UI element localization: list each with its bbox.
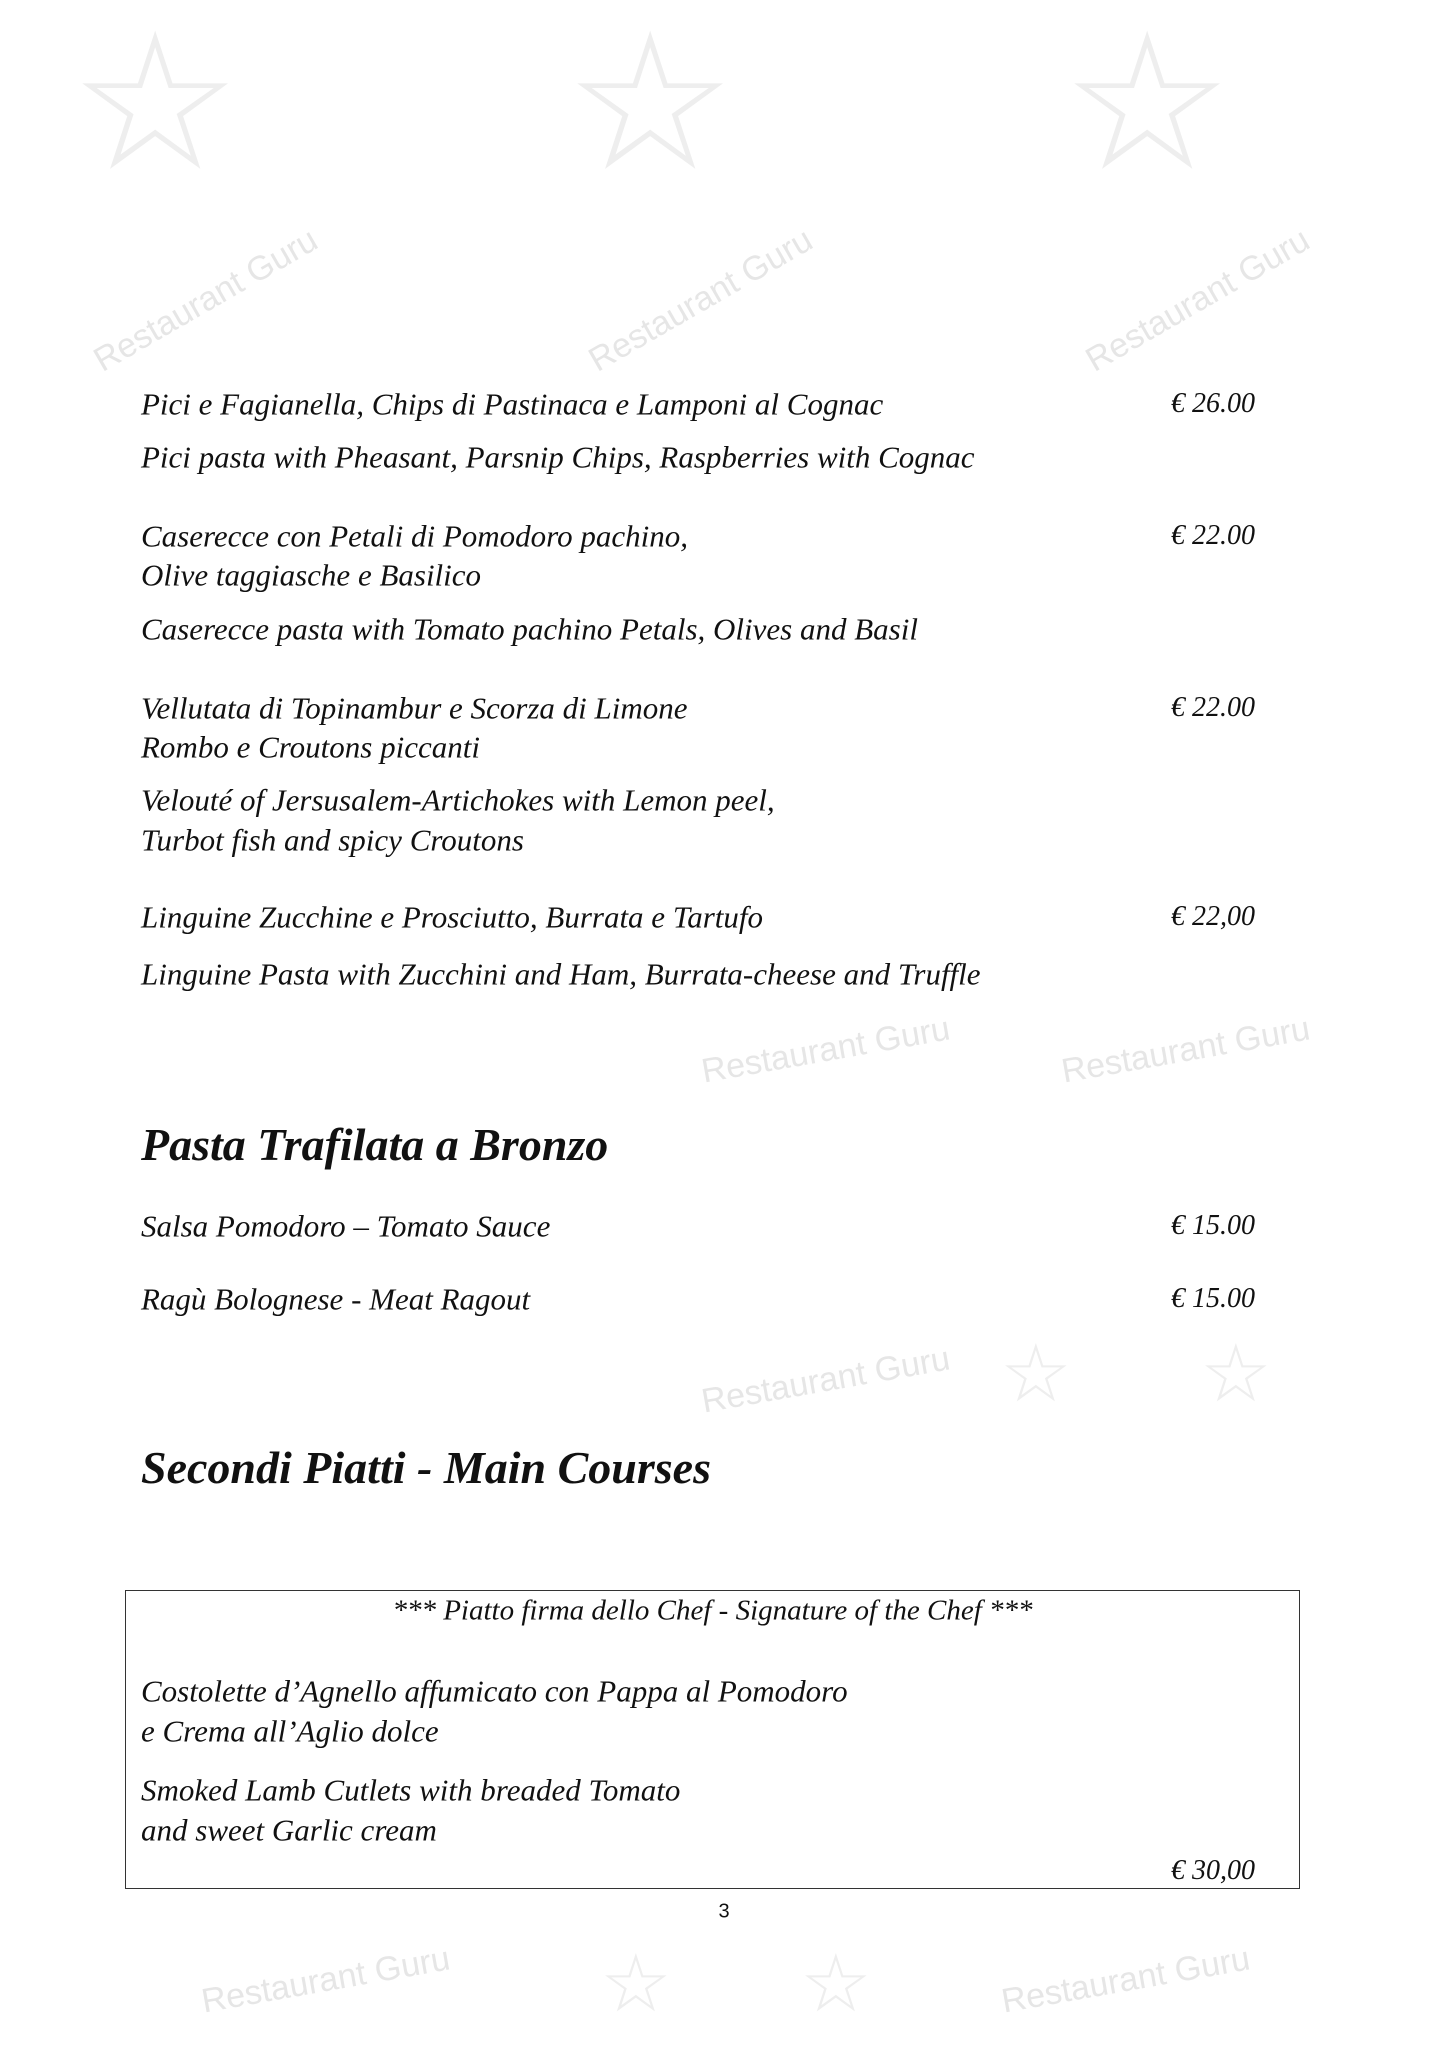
watermark-text: Restaurant Guru [582, 220, 820, 380]
watermark-text: Restaurant Guru [998, 1939, 1253, 2021]
watermark-star: ☆ [1000, 1331, 1072, 1419]
watermark-star: ☆ [1200, 1331, 1272, 1419]
menu-item-price: € 22,00 [1171, 901, 1255, 932]
menu-item-name: Vellutata di Topinambur e Scorza di Limone [141, 690, 688, 726]
menu-item-name: Salsa Pomodoro – Tomato Sauce [141, 1208, 551, 1244]
watermark-star: ☆ [1062, 0, 1233, 210]
watermark-text: Restaurant Guru [698, 1339, 953, 1421]
menu-item-name: Rombo e Croutons piccanti [141, 729, 480, 765]
menu-item-name: Linguine Zucchine e Prosciutto, Burrata e Tartufo [141, 899, 763, 935]
section-title-main-courses: Secondi Piatti - Main Courses [141, 1442, 711, 1493]
page-number: 3 [718, 1900, 730, 1923]
section-title-pasta: Pasta Trafilata a Bronzo [141, 1119, 609, 1170]
menu-item-translation: and sweet Garlic cream [141, 1812, 437, 1848]
menu-item-translation: Velouté of Jersusalem-Artichokes with Lemon peel, [141, 782, 775, 818]
menu-item-price: € 22.00 [1171, 520, 1255, 551]
menu-item-price: € 30,00 [1171, 1855, 1255, 1886]
menu-item-translation: Smoked Lamb Cutlets with breaded Tomato [141, 1772, 681, 1808]
menu-item-name: Pici e Fagianella, Chips di Pastinaca e Lamponi al Cognac [141, 386, 884, 422]
menu-item-translation: Turbot fish and spicy Croutons [141, 822, 524, 858]
signature-header: *** Piatto firma dello Chef - Signature of the Chef *** [392, 1594, 1033, 1627]
menu-item-name: e Crema all’Aglio dolce [141, 1713, 439, 1749]
menu-item-translation: Linguine Pasta with Zucchini and Ham, Burrata-cheese and Truffle [141, 956, 981, 992]
menu-item-price: € 15.00 [1171, 1283, 1255, 1314]
menu-item-price: € 15.00 [1171, 1210, 1255, 1241]
watermark-star: ☆ [565, 0, 736, 210]
watermark-text: Restaurant Guru [87, 220, 325, 380]
menu-item-name: Olive taggiasche e Basilico [141, 557, 482, 593]
watermark-text: Restaurant Guru [1079, 220, 1317, 380]
menu-item-name: Costolette d’Agnello affumicato con Pappa al Pomodoro [141, 1673, 848, 1709]
menu-item-translation: Caserecce pasta with Tomato pachino Petals, Olives and Basil [141, 611, 918, 647]
menu-item-translation: Pici pasta with Pheasant, Parsnip Chips, Raspberries with Cognac [141, 439, 975, 475]
watermark-text: Restaurant Guru [698, 1009, 953, 1091]
watermark-text: Restaurant Guru [198, 1939, 453, 2021]
menu-item-price: € 26.00 [1171, 388, 1255, 419]
menu-item-price: € 22.00 [1171, 692, 1255, 723]
watermark-text: Restaurant Guru [1058, 1009, 1313, 1091]
watermark-star: ☆ [600, 1941, 672, 2029]
menu-item-name: Caserecce con Petali di Pomodoro pachino, [141, 518, 688, 554]
menu-item-name: Ragù Bolognese - Meat Ragout [141, 1281, 531, 1317]
watermark-star: ☆ [70, 0, 241, 210]
watermark-star: ☆ [800, 1941, 872, 2029]
